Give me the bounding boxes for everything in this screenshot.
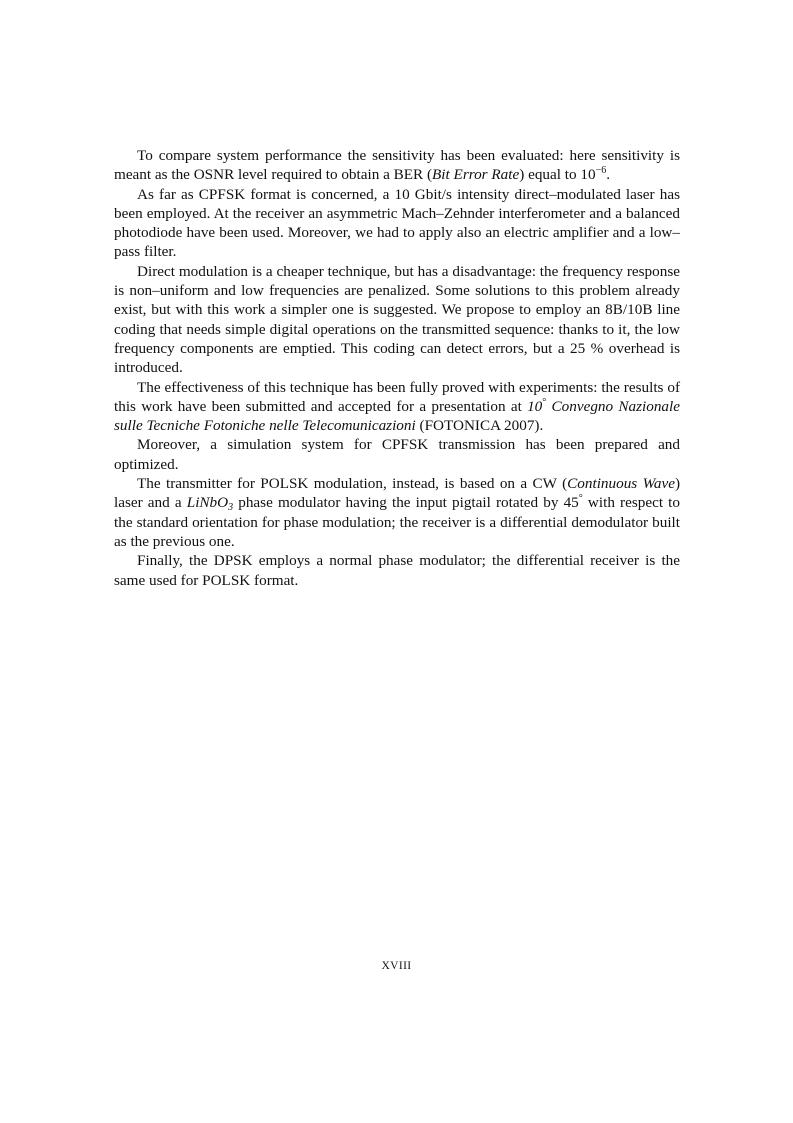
- page-number: XVIII: [381, 960, 412, 972]
- paragraph: The transmitter for POLSK modulation, instead, is based on a CW (Continuous Wave) laser and a LiNbO$_3$ phase modulator having the input pigtail rotated by 45° with respect to the standard orientation for phase modulation; the receiver is a differential demodulator built as the previous one.: [114, 475, 680, 550]
- paragraph: Direct modulation is a cheaper technique, but has a disadvantage: the frequency response is non–uniform and low frequencies are penalized. Some solutions to this problem already exist, but with this work a simpler one is suggested. We propose to employ an 8B/10B line coding that needs simple digital operations on the transmitted sequence: thanks to it, the low frequency components are emptied. This coding can detect errors, but a 25 % overhead is introduced.: [114, 262, 680, 377]
- paragraph: As far as CPFSK format is concerned, a 10 Gbit/s intensity direct–modulated laser has been employed. At the receiver an asymmetric Mach–Zehnder interferometer and a balanced photodiode have been used. Moreover, we had to apply also an electric amplifier and a low–pass filter.: [114, 185, 680, 261]
- body-text: [114, 146, 680, 590]
- paragraph: Moreover, a simulation system for CPFSK transmission has been prepared and optimized.: [114, 436, 680, 473]
- paragraph: To compare system performance the sensitivity has been evaluated: here sensitivity is meant as the OSNR level required to obtain a BER (Bit Error Rate) equal to $10^{-6}$.: [114, 147, 680, 184]
- paragraph: Finally, the DPSK employs a normal phase modulator; the differential receiver is the same used for POLSK format.: [114, 552, 680, 589]
- paragraph: The effectiveness of this technique has been fully proved with experiments: the results of this work have been submitted and accepted for a presentation at 10° Convegno Nazionale sulle Tecniche Fotoniche nelle Telecomunicazioni (FOTONICA 2007).: [114, 378, 680, 435]
